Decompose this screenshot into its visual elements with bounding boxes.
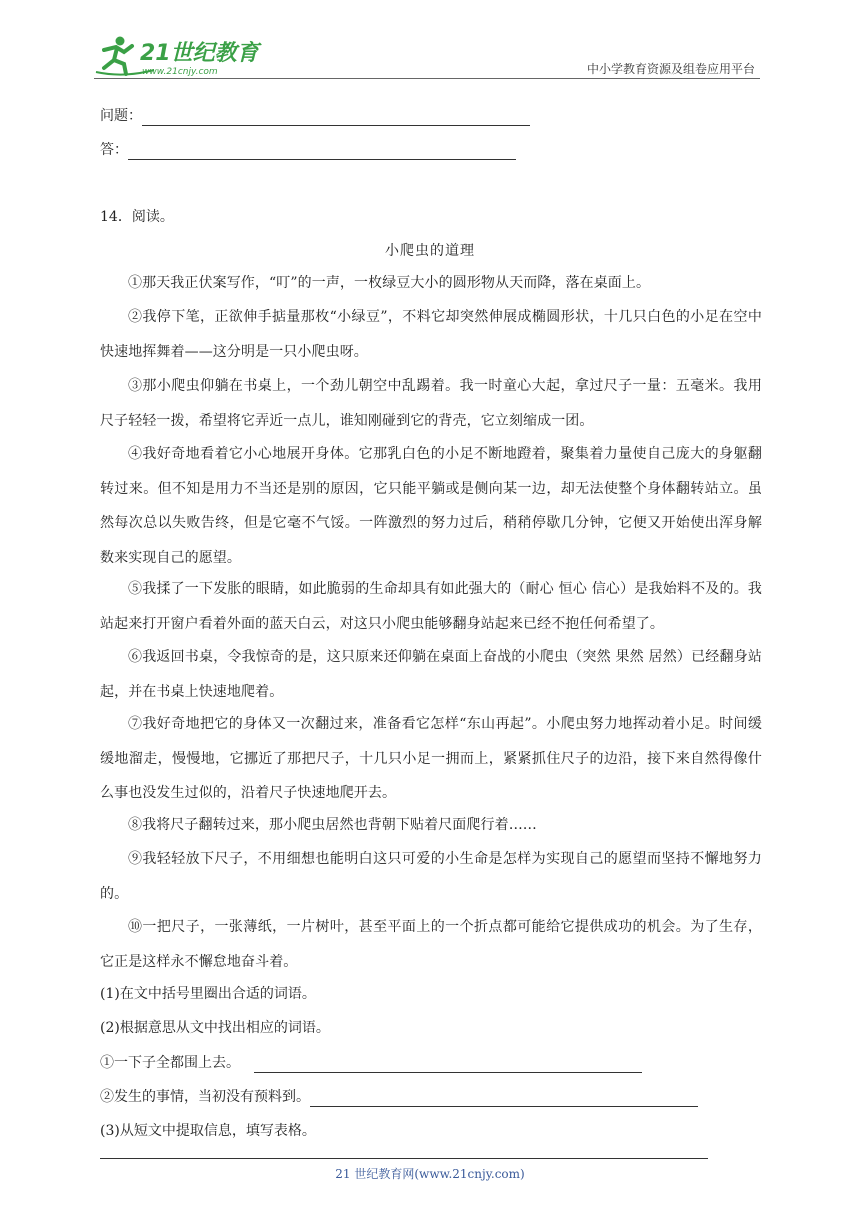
passage-paragraph-10: ⑩一把尺子，一张薄纸，一片树叶，甚至平面上的一个折点都可能给它提供成功的机会。为了生存，它正是这样永不懈怠地奋斗着。 (100, 919, 762, 970)
sub-question-2b: ②发生的事情，当初没有预料到。 (100, 1089, 310, 1105)
footer-divider (100, 1158, 708, 1159)
sub-question-2a-blank[interactable] (254, 1058, 642, 1073)
page-footer: 21 世纪教育网(www.21cnjy.com) (335, 1167, 525, 1181)
passage-paragraph-3: ③那小爬虫仰躺在书桌上，一个劲儿朝空中乱踢着。我一时童心大起，拿过尺子一量：五毫米。我用尺子轻轻一拨，希望将它弄近一点儿，谁知刚碰到它的背壳，它立刻缩成一团。 (100, 378, 762, 429)
question-blank[interactable] (142, 111, 530, 126)
answer-label: 答： (100, 142, 128, 158)
passage-paragraph-1: ①那天我正伏案写作，“叮”的一声，一枚绿豆大小的圆形物从天而降，落在桌面上。 (128, 275, 651, 291)
sub-question-3: (3)从短文中提取信息，填写表格。 (100, 1123, 316, 1139)
sub-question-1: (1)在文中括号里圈出合适的词语。 (100, 986, 316, 1002)
sub-question-2a-line (100, 1053, 642, 1073)
passage-paragraph-5: ⑤我揉了一下发胀的眼睛，如此脆弱的生命却具有如此强大的（耐心 恒心 信心）是我始料不及的。我站起来打开窗户看着外面的蓝天白云，对这只小爬虫能够翻身站起来已经不抱任何希望了。 (100, 581, 762, 632)
logo-text: 21世纪教育 (140, 41, 259, 66)
passage-paragraph-7: ⑦我好奇地把它的身体又一次翻过来，准备看它怎样“东山再起”。小爬虫努力地挥动着小足。时间缓缓地溜走，慢慢地，它挪近了那把尺子，十几只小足一拥而上，紧紧抓住尺子的边沿，接下来自然得像什么事也没发生过似的，沿着尺子快速地爬开去。 (100, 716, 762, 801)
passage-title: 小爬虫的道理 (385, 243, 475, 259)
sub-question-2b-blank[interactable] (310, 1092, 698, 1107)
question-14-heading: 14．阅读。 (100, 209, 174, 225)
logo-url: www.21cnjy.com (142, 67, 218, 77)
header-divider (94, 78, 760, 79)
prev-question-line (100, 106, 530, 126)
page-header (0, 0, 860, 80)
prev-answer-line (100, 140, 516, 160)
passage-paragraph-6: ⑥我返回书桌，令我惊奇的是，这只原来还仰躺在桌面上奋战的小爬虫（突然 果然 居然）已经翻身站起，并在书桌上快速地爬着。 (100, 649, 762, 700)
passage-paragraph-9: ⑨我轻轻放下尺子，不用细想也能明白这只可爱的小生命是怎样为实现自己的愿望而坚持不懈地努力的。 (100, 851, 762, 902)
answer-blank[interactable] (128, 145, 516, 160)
passage-paragraph-4: ④我好奇地看着它小心地展开身体。它那乳白色的小足不断地蹬着，聚集着力量使自己庞大的身躯翻转过来。但不知是用力不当还是别的原因，它只能平躺或是侧向某一边，却无法使整个身体翻转站立。虽然每次总以失败告终，但是它毫不气馁。一阵激烈的努力过后，稍稍停歇几分钟，它便又开始使出浑身解数来实现自己的愿望。 (100, 446, 762, 566)
site-name: 中小学教育资源及组卷应用平台 (586, 62, 755, 76)
sub-question-2b-line (100, 1087, 698, 1107)
sub-question-2: (2)根据意思从文中找出相应的词语。 (100, 1020, 330, 1036)
passage-paragraph-8: ⑧我将尺子翻转过来，那小爬虫居然也背朝下贴着尺面爬行着…… (128, 817, 537, 833)
sub-question-2a: ①一下子全都围上去。 (100, 1055, 240, 1071)
question-label: 问题： (100, 108, 142, 124)
site-logo (94, 34, 264, 78)
passage-paragraph-2: ②我停下笔，正欲伸手掂量那枚“小绿豆”，不料它却突然伸展成椭圆形状，十几只白色的小足在空中快速地挥舞着——这分明是一只小爬虫呀。 (100, 309, 762, 360)
